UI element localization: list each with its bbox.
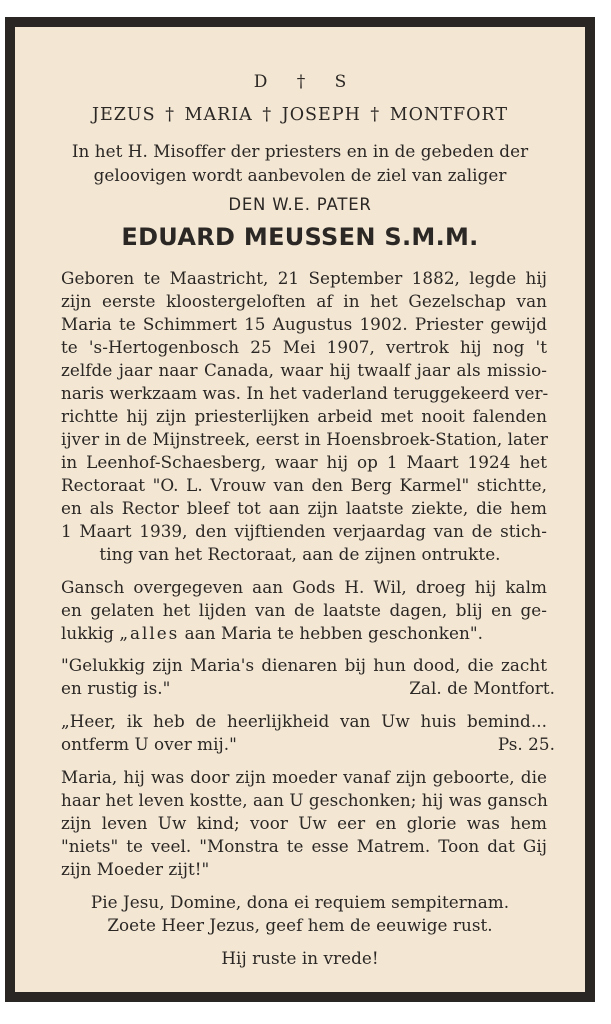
bio-line: richtte hij zijn priesterlijken arbeid met nooit falenden — [61, 406, 547, 426]
devotion-line: en gelaten het lijden van de laatste dagen, blij en ge- — [61, 600, 547, 620]
memorial-card — [5, 17, 595, 1002]
devotion-text: lukkig — [61, 623, 120, 643]
montfort-quote: "Gelukkig zijn Maria's dienaren bij hun dood, die zacht — [61, 655, 547, 675]
intro-line-2: geloovigen wordt aanbevolen de ziel van zaliger — [93, 165, 507, 185]
bio-line: ting van het Rectoraat, aan de zijnen ontrukte. — [99, 544, 501, 564]
bio-line: in Leenhof-Schaesberg, waar hij op 1 Maart 1924 het — [61, 452, 547, 472]
bio-line: zijn eerste kloostergeloften af in het Gezelschap van — [61, 291, 547, 311]
intro-line-1: In het H. Misoffer der priesters en in de gebeden der — [71, 141, 529, 161]
psalm-quote-source: Ps. 25. — [497, 734, 555, 754]
dts-header: D † S — [253, 72, 359, 92]
psalm-quote: ontferm U over mij." — [61, 734, 237, 754]
devotion-line — [61, 623, 483, 643]
devotion-spaced-word: „alles — [119, 623, 180, 643]
bio-line: en als Rector bleef tot aan zijn laatste ziekte, die hem — [61, 498, 547, 518]
bio-line: te 's-Hertogenbosch 25 Mei 1907, vertrok hij nog 't — [61, 337, 547, 357]
prayer-line: zijn leven Uw kind; voor Uw eer en glorie was hem — [61, 813, 547, 833]
title-line: DEN W.E. PATER — [228, 195, 372, 214]
closing-prayer-line: Zoete Heer Jezus, geef hem de eeuwige rust. — [107, 915, 493, 935]
bio-line: zelfde jaar naar Canada, waar hij twaalf jaar als missio- — [61, 360, 547, 380]
bio-line: Maria te Schimmert 15 Augustus 1902. Priester gewijd — [61, 314, 547, 334]
card-paper — [15, 27, 585, 992]
montfort-quote: en rustig is." — [61, 678, 171, 698]
bio-line: Rectoraat "O. L. Vrouw van den Berg Karmel" stichtte, — [61, 475, 547, 495]
invocation-line: JEZUS † MARIA † JOSEPH † MONTFORT — [91, 105, 509, 125]
montfort-quote-source: Zal. de Montfort. — [409, 678, 555, 698]
closing-prayer-line: Pie Jesu, Domine, dona ei requiem sempiternam. — [90, 892, 510, 912]
bio-line: Geboren te Maastricht, 21 September 1882, legde hij — [61, 268, 547, 288]
bio-line: ijver in de Mijnstreek, eerst in Hoensbroek-Station, later — [61, 429, 548, 449]
bio-line: 1 Maart 1939, den vijftienden verjaardag van de stich- — [61, 521, 547, 541]
prayer-line: zijn Moeder zijt!" — [61, 859, 210, 879]
rest-in-peace: Hij ruste in vrede! — [221, 948, 379, 968]
prayer-line: Maria, hij was door zijn moeder vanaf zijn geboorte, die — [61, 767, 547, 787]
devotion-line: Gansch overgegeven aan Gods H. Wil, droeg hij kalm — [61, 577, 547, 597]
bio-line: naris werkzaam was. In het vaderland teruggekeerd ver- — [61, 383, 549, 403]
psalm-quote: „Heer, ik heb de heerlijkheid van Uw huis bemind... — [61, 711, 547, 731]
deceased-name: EDUARD MEUSSEN S.M.M. — [121, 223, 479, 251]
devotion-text: aan Maria te hebben geschonken". — [179, 623, 484, 643]
prayer-line: haar het leven kostte, aan U geschonken; hij was gansch — [61, 790, 548, 810]
prayer-line: "niets" te veel. "Monstra te esse Matrem. Toon dat Gij — [61, 836, 547, 856]
